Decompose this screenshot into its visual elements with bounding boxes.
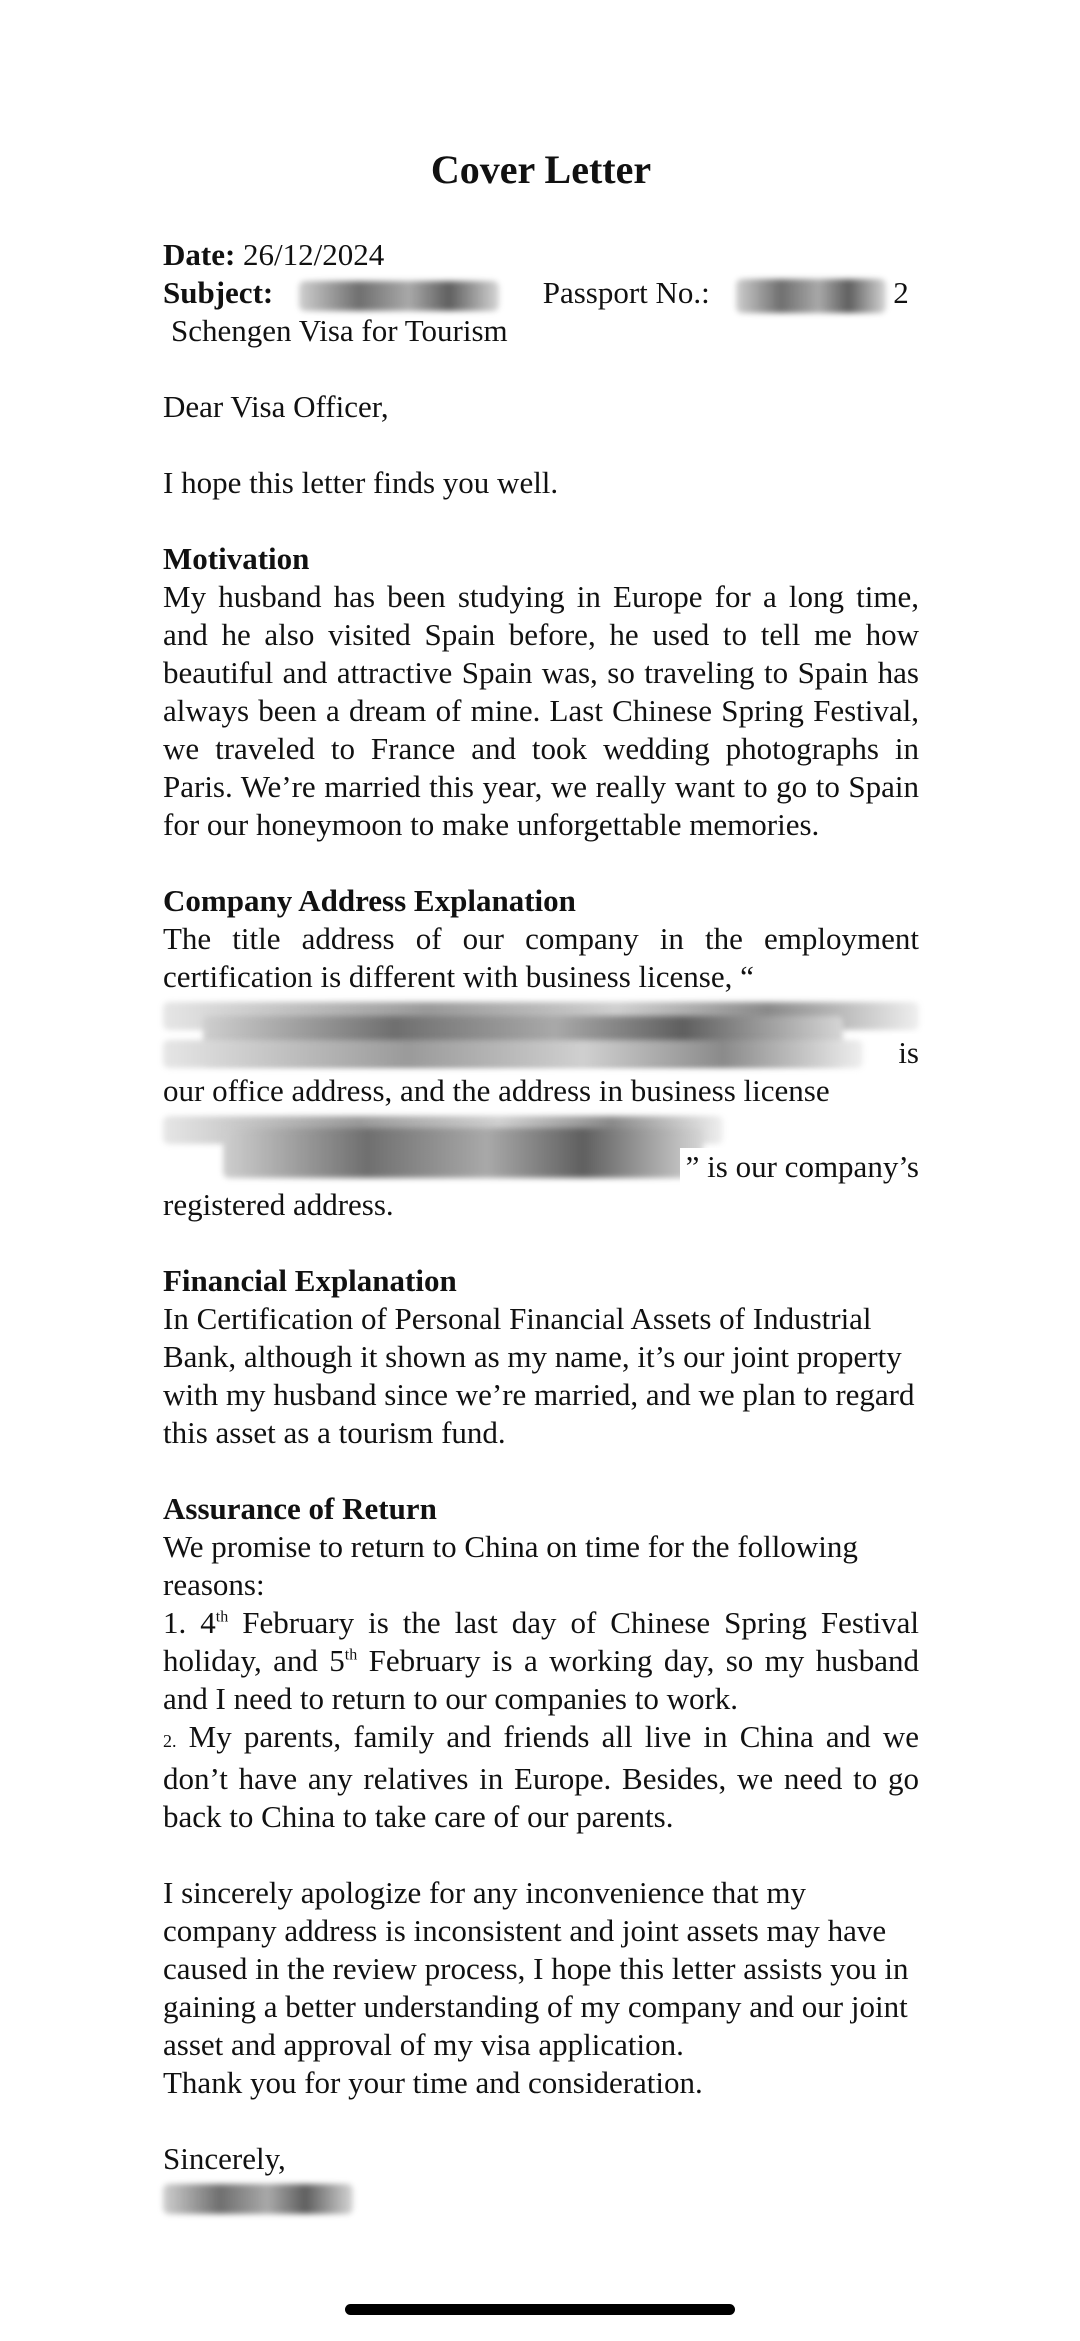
greeting: I hope this letter finds you well. <box>163 465 559 500</box>
registered-tail: ” is our company’s <box>680 1148 919 1186</box>
document-title: Cover Letter <box>430 147 652 192</box>
home-indicator[interactable] <box>345 2304 735 2315</box>
redacted-registered-address <box>163 1110 919 1186</box>
passport-label: Passport No.: <box>542 275 710 310</box>
subject-line <box>163 274 919 312</box>
redacted-name <box>299 281 499 311</box>
company-office-line: our office address, and the address in business license <box>163 1073 830 1108</box>
company-last-line: registered address. <box>163 1187 394 1222</box>
motivation-paragraph: My husband has been studying in Europe for a long time, and he also visited Spain before, he used to tell me how beautiful and attractive Spain was, so traveling to Spain has always been a dream of mine. Last Chinese Spring Festival, we traveled to France and took wedding photographs in Paris. We’re married this year, we really want to go to Spain for our honeymoon to make unforgettable memories. <box>163 579 919 842</box>
redacted-signature <box>163 2178 919 2218</box>
assurance-intro: We promise to return to China on time for the following reasons: <box>163 1529 858 1602</box>
date-label: Date: <box>163 237 236 272</box>
closing-paragraph: I sincerely apologize for any inconvenience that my company address is inconsistent and joint assets may have caused in the review process, I hope this letter assists you in gaining a better understanding of my company and our joint asset and approval of my visa application. <box>163 1875 909 2062</box>
subject-label: Subject: <box>163 275 274 310</box>
date-value: 26/12/2024 <box>243 237 385 272</box>
redacted-office-address <box>163 996 919 1072</box>
assurance-item-2: 2. My parents, family and friends all live in China and we don’t have any relatives in Europe. Besides, we need to go back to China to take care of our parents. <box>163 1719 919 1834</box>
financial-heading: Financial Explanation <box>163 1263 457 1298</box>
date-line <box>163 236 919 274</box>
salutation: Dear Visa Officer, <box>163 389 389 424</box>
is-word: is <box>892 1034 919 1072</box>
redacted-passport-number <box>736 279 886 313</box>
thanks-line: Thank you for your time and consideration. <box>163 2065 703 2100</box>
passport-tail: 2 <box>893 275 909 310</box>
assurance-item-1: 1. 4th February is the last day of Chinese Spring Festival holiday, and 5th February is a working day, so my husband and I need to return to our companies to work. <box>163 1605 919 1716</box>
assurance-heading: Assurance of Return <box>163 1491 437 1526</box>
company-heading: Company Address Explanation <box>163 883 576 918</box>
subject-line-2: Schengen Visa for Tourism <box>171 313 508 348</box>
signoff: Sincerely, <box>163 2141 286 2176</box>
document-page <box>163 138 919 2218</box>
motivation-heading: Motivation <box>163 541 310 576</box>
company-paragraph-start: The title address of our company in the employment certification is different with business license, “ <box>163 921 919 994</box>
financial-paragraph: In Certification of Personal Financial Assets of Industrial Bank, although it shown as my name, it’s our joint property with my husband since we’re married, and we plan to regard this asset as a tourism fund. <box>163 1301 915 1450</box>
